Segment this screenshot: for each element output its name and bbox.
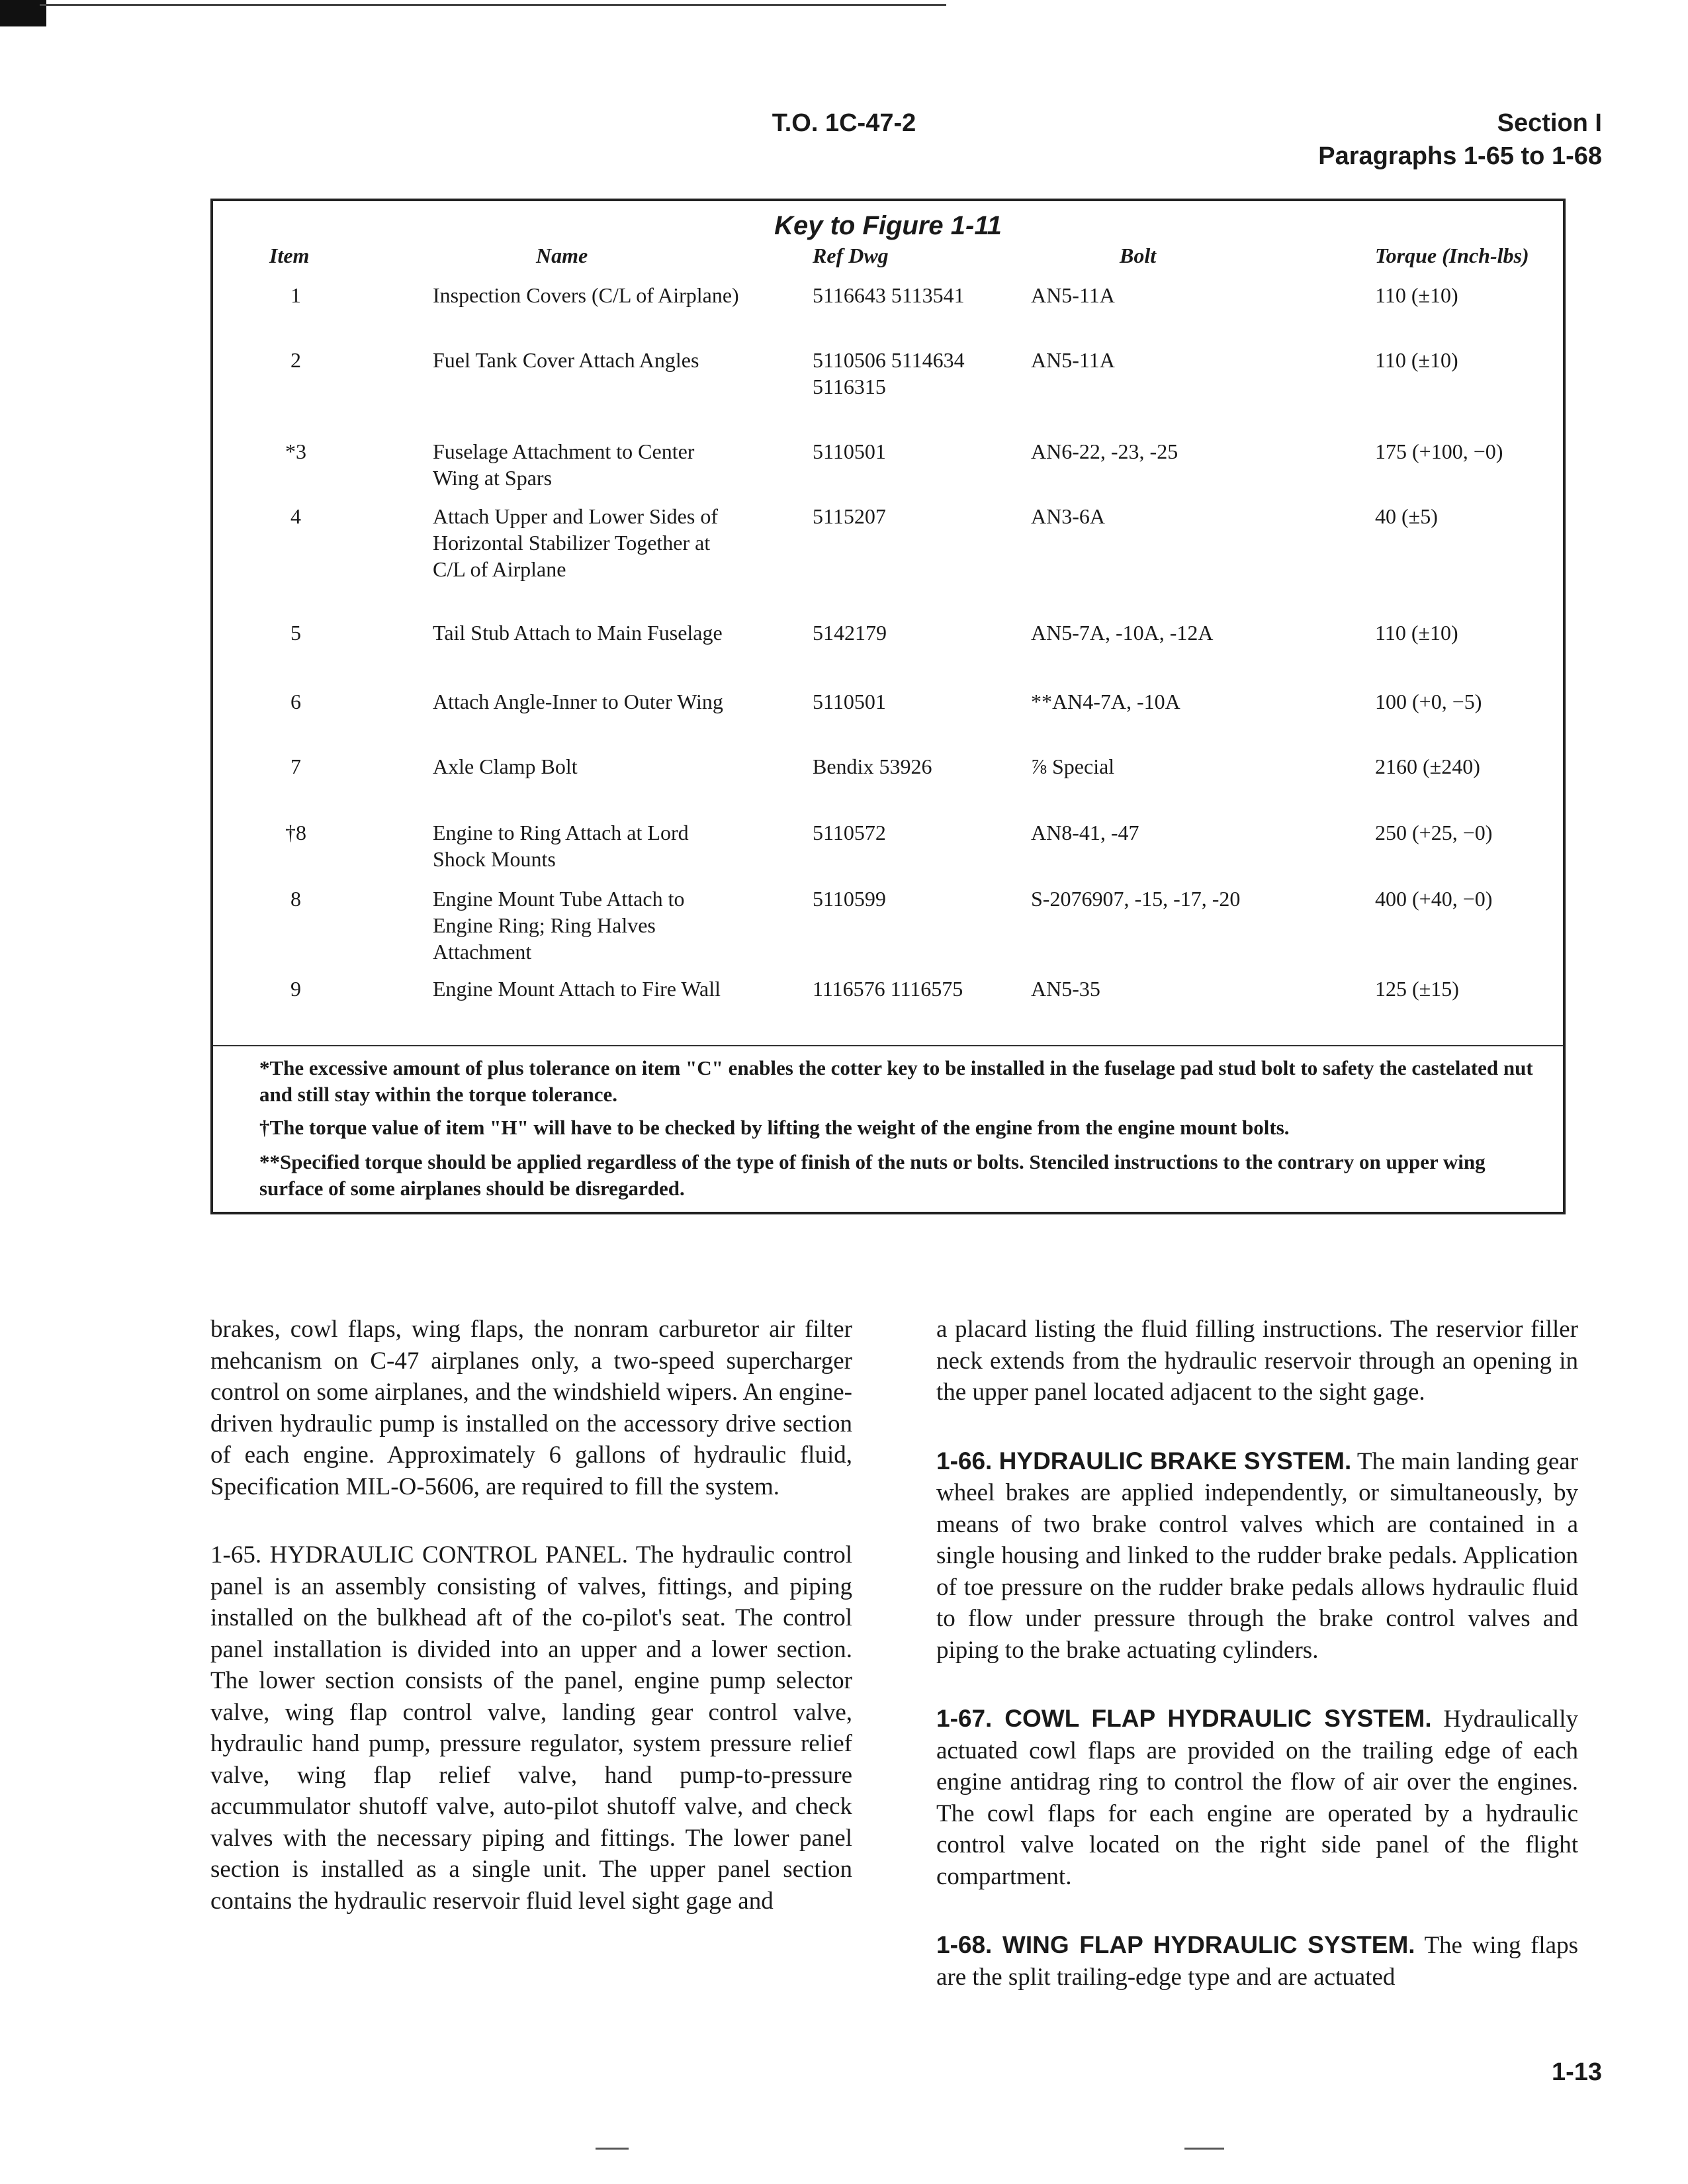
paragraph-1-68 (936, 1929, 1578, 1993)
paragraph-1-67 (936, 1703, 1578, 1892)
paragraph-range: Paragraphs 1-65 to 1-68 (1318, 142, 1602, 170)
item-cell: *3 (285, 439, 306, 463)
bolt-cell: **AN4-7A, -10A (1031, 690, 1180, 713)
name-cell: Engine Mount Tube Attach to Engine Ring; Ring Halves Attachment (433, 887, 685, 964)
col-header-ref-dwg: Ref Dwg (813, 244, 889, 267)
heading-1-66: 1-66. HYDRAULIC BRAKE SYSTEM. (936, 1447, 1352, 1475)
ref-cell: Bendix 53926 (813, 754, 932, 778)
bolt-cell: AN5-7A, -10A, -12A (1031, 621, 1214, 645)
section-label: Section I (1497, 109, 1602, 137)
col-header-bolt: Bolt (1120, 244, 1157, 267)
name-cell: Fuel Tank Cover Attach Angles (433, 348, 699, 372)
paragraph-placard: a placard listing the fluid filling instructions. The reservior filler neck extends from the hydraulic reservoir through an opening in the upper panel located adjacent to the sight gage. (936, 1316, 1578, 1406)
bolt-cell: AN3-6A (1031, 504, 1105, 528)
bolt-cell: AN5-35 (1031, 977, 1100, 1001)
col-header-name: Name (536, 244, 588, 267)
bolt-cell: ⅞ Special (1031, 754, 1115, 778)
torque-cell: 250 (+25, −0) (1375, 821, 1493, 844)
item-cell: 6 (290, 690, 301, 713)
ref-cell: 5110599 (813, 887, 886, 911)
paragraph-1-65 (210, 1539, 852, 1917)
torque-cell: 100 (+0, −5) (1375, 690, 1482, 713)
ref-cell: 5110572 (813, 821, 886, 844)
torque-cell: 110 (±10) (1375, 621, 1458, 645)
torque-cell: 110 (±10) (1375, 283, 1458, 307)
ref-cell: 5115207 (813, 504, 886, 528)
name-cell: Engine Mount Attach to Fire Wall (433, 977, 721, 1001)
name-cell: Tail Stub Attach to Main Fuselage (433, 621, 723, 645)
name-cell: Attach Angle-Inner to Outer Wing (433, 690, 723, 713)
heading-1-68: 1-68. WING FLAP HYDRAULIC SYSTEM. (936, 1931, 1415, 1958)
bolt-cell: AN5-11A (1031, 283, 1115, 307)
torque-cell: 125 (±15) (1375, 977, 1459, 1001)
bolt-cell: AN6-22, -23, -25 (1031, 439, 1178, 463)
ref-cell: 1116576 1116575 (813, 977, 963, 1001)
name-cell: Engine to Ring Attach at Lord Shock Mounts (433, 821, 689, 871)
heading-1-65: 1-65. HYDRAULIC CONTROL PANEL. (210, 1541, 628, 1569)
ref-cell: 5116643 5113541 (813, 283, 965, 307)
bolt-cell: S-2076907, -15, -17, -20 (1031, 887, 1241, 911)
item-cell: 4 (290, 504, 301, 528)
scan-dash (1184, 2148, 1224, 2150)
col-header-item: Item (269, 244, 310, 267)
notes-divider (213, 1045, 1563, 1046)
paragraph-1-66 (936, 1445, 1578, 1666)
footnote-dagger: †The torque value of item "H" will have to be checked by lifting the weight of the engine from the engine mount bolts. (259, 1116, 1290, 1139)
paragraph-1-66-text: The main landing gear wheel brakes are applied independently, or simultaneously, by means of two brake control valves which are contained in a single housing and linked to the rudder brake pedals. Application of toe pressure on the rudder brake pedals allows hydraulic fluid to flow under pressure through the brake control valves and piping to the brake actuating cylinders. (936, 1447, 1578, 1664)
footnote-double-asterisk: **Specified torque should be applied regardless of the type of finish of the nuts or bolts. Stenciled instructions to the contrary on upper wing surface of some airplanes should be disregarded. (259, 1150, 1486, 1200)
item-cell: †8 (285, 821, 306, 844)
item-cell: 7 (290, 754, 301, 778)
col-header-torque: Torque (Inch-lbs) (1375, 244, 1529, 267)
bolt-cell: AN5-11A (1031, 348, 1115, 372)
body-column-left (210, 1314, 852, 1954)
name-cell: Attach Upper and Lower Sides of Horizontal Stabilizer Together at C/L of Airplane (433, 504, 718, 581)
footnote-single-asterisk: *The excessive amount of plus tolerance on item "C" enables the cotter key to be installed in the fuselage pad stud bolt to safety the castelated nut and still stay within the torque tolerance. (259, 1056, 1533, 1106)
page-number: 1-13 (1551, 2058, 1602, 2086)
scan-dash (596, 2148, 629, 2150)
torque-cell: 40 (±5) (1375, 504, 1438, 528)
paragraph-1-67-text: Hydraulically actuated cowl flaps are provided on the trailing edge of each engine antidrag ring to control the flow of air over the engines. The cowl flaps for each engine are operated by a hydraulic control valve located on the right side panel of the flight compartment. (936, 1706, 1578, 1890)
torque-cell: 400 (+40, −0) (1375, 887, 1493, 911)
item-cell: 8 (290, 887, 301, 911)
item-cell: 5 (290, 621, 301, 645)
heading-1-67: 1-67. COWL FLAP HYDRAULIC SYSTEM. (936, 1705, 1432, 1732)
key-title: Key to Figure 1-11 (774, 211, 1002, 240)
ref-cell: 5110501 (813, 690, 886, 713)
doc-id: T.O. 1C-47-2 (772, 109, 916, 137)
torque-cell: 2160 (±240) (1375, 754, 1480, 778)
torque-cell: 175 (+100, −0) (1375, 439, 1503, 463)
paragraph-1-68-text: The wing flaps are the split trailing-edge type and are actuated (936, 1932, 1578, 1991)
paragraph-intro: brakes, cowl flaps, wing flaps, the nonram carburetor air filter mehcanism on C-47 airplanes only, a two-speed supercharger control on some airplanes, and the windshield wipers. An engine-driven hydraulic pump is installed on the accessory drive section of each engine. Approximately 6 gallons of hydraulic fluid, Specification MIL-O-5606, are required to fill the system. (210, 1316, 852, 1500)
figure-key-table (210, 199, 1566, 1214)
name-cell: Fuselage Attachment to Center Wing at Spars (433, 439, 695, 490)
name-cell: Axle Clamp Bolt (433, 754, 578, 778)
paragraph-1-65-text: The hydraulic control panel is an assembly consisting of valves, fittings, and piping installed on the bulkhead aft of the co-pilot's seat. The control panel installation is divided into an upper and a lower section. The lower section consists of the panel, engine pump selector valve, wing flap control valve, landing gear control valve, hydraulic hand pump, pressure regulator, system pressure relief valve, wing flap relief valve, hand pump-to-pressure accummulator shutoff valve, auto-pilot shutoff valve, and check valves with the necessary piping and fittings. The lower panel section is installed as a single unit. The upper panel section contains the hydraulic reservoir fluid level sight gage and (210, 1541, 853, 1915)
item-cell: 1 (290, 283, 301, 307)
item-cell: 2 (290, 348, 301, 372)
torque-cell: 110 (±10) (1375, 348, 1458, 372)
name-cell: Inspection Covers (C/L of Airplane) (433, 283, 739, 307)
body-column-right (936, 1314, 1578, 2030)
ref-cell: 5142179 (813, 621, 887, 645)
ref-cell: 5110501 (813, 439, 886, 463)
ref-cell: 5110506 5114634 5116315 (813, 348, 965, 398)
bolt-cell: AN8-41, -47 (1031, 821, 1139, 844)
item-cell: 9 (290, 977, 301, 1001)
top-rule (40, 4, 946, 6)
